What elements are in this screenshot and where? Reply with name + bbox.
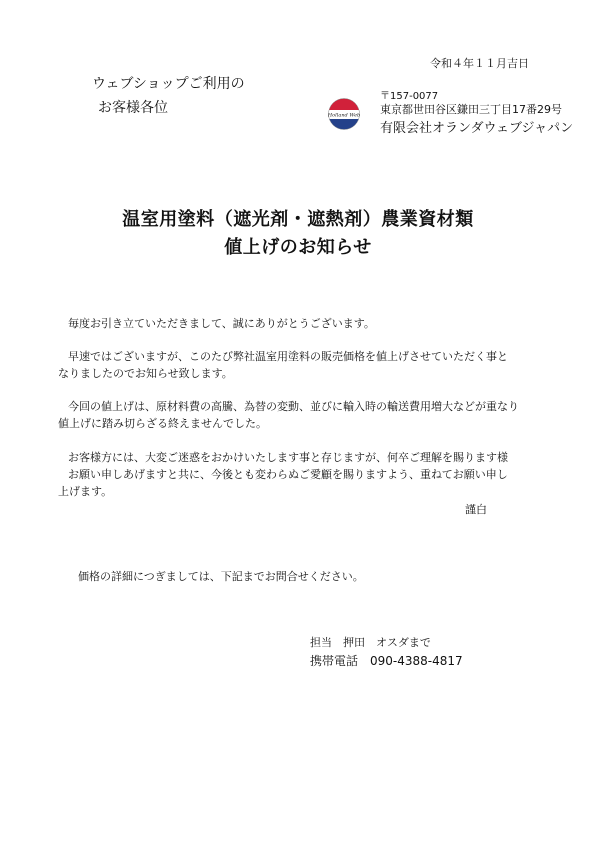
recipient-line-2: お客様各位 xyxy=(98,100,168,116)
contact-person: 担当 押田 オスダまで xyxy=(310,636,431,649)
reason-line-2: 値上げに踏み切らざる終えませんでした。 xyxy=(58,417,267,430)
announcement-line-2: なりましたのでお知らせ致します。 xyxy=(58,367,233,380)
postal-code: 〒157-0077 xyxy=(380,91,439,102)
reason-line-1: 今回の値上げは、原材料費の高騰、為替の変動、並びに輸入時の輸送費用増大などが重なり xyxy=(68,400,519,413)
document-date: 令和４年１１月吉日 xyxy=(430,57,529,70)
greeting-paragraph: 毎度お引き立ていただきまして、誠にありがとうございます。 xyxy=(68,317,375,330)
announcement-line-1: 早速ではございますが、このたび弊社温室用塗料の販売価格を値上げさせていただく事と xyxy=(68,350,508,363)
closing-word: 謹白 xyxy=(465,503,487,516)
apology-line-3: 上げます。 xyxy=(58,485,113,498)
contact-phone: 携帯電話 090-4388-4817 xyxy=(310,654,463,668)
notice-title-line-2: 値上げのお知らせ xyxy=(224,237,372,258)
logo-red-band xyxy=(328,98,360,110)
company-address: 東京都世田谷区鎌田三丁目17番29号 xyxy=(380,103,562,116)
apology-line-2: お願い申しあげますと共に、今後とも変わらぬご愛顧を賜りますよう、重ねてお願い申し xyxy=(68,468,508,481)
company-logo xyxy=(328,98,360,130)
inquiry-note: 価格の詳細につぎましては、下記までお問合せください。 xyxy=(78,570,364,583)
logo-text: Holland Web xyxy=(328,112,360,119)
notice-title-line-1: 温室用塗料（遮光剤・遮熱剤）農業資材類 xyxy=(122,209,474,230)
apology-line-1: お客様方には、大変ご迷惑をおかけいたします事と存じますが、何卒ご理解を賜ります様 xyxy=(68,451,508,464)
company-name: 有限会社オランダウェブジャパン xyxy=(380,121,574,136)
recipient-line-1: ウェブショップご利用の xyxy=(92,76,245,92)
